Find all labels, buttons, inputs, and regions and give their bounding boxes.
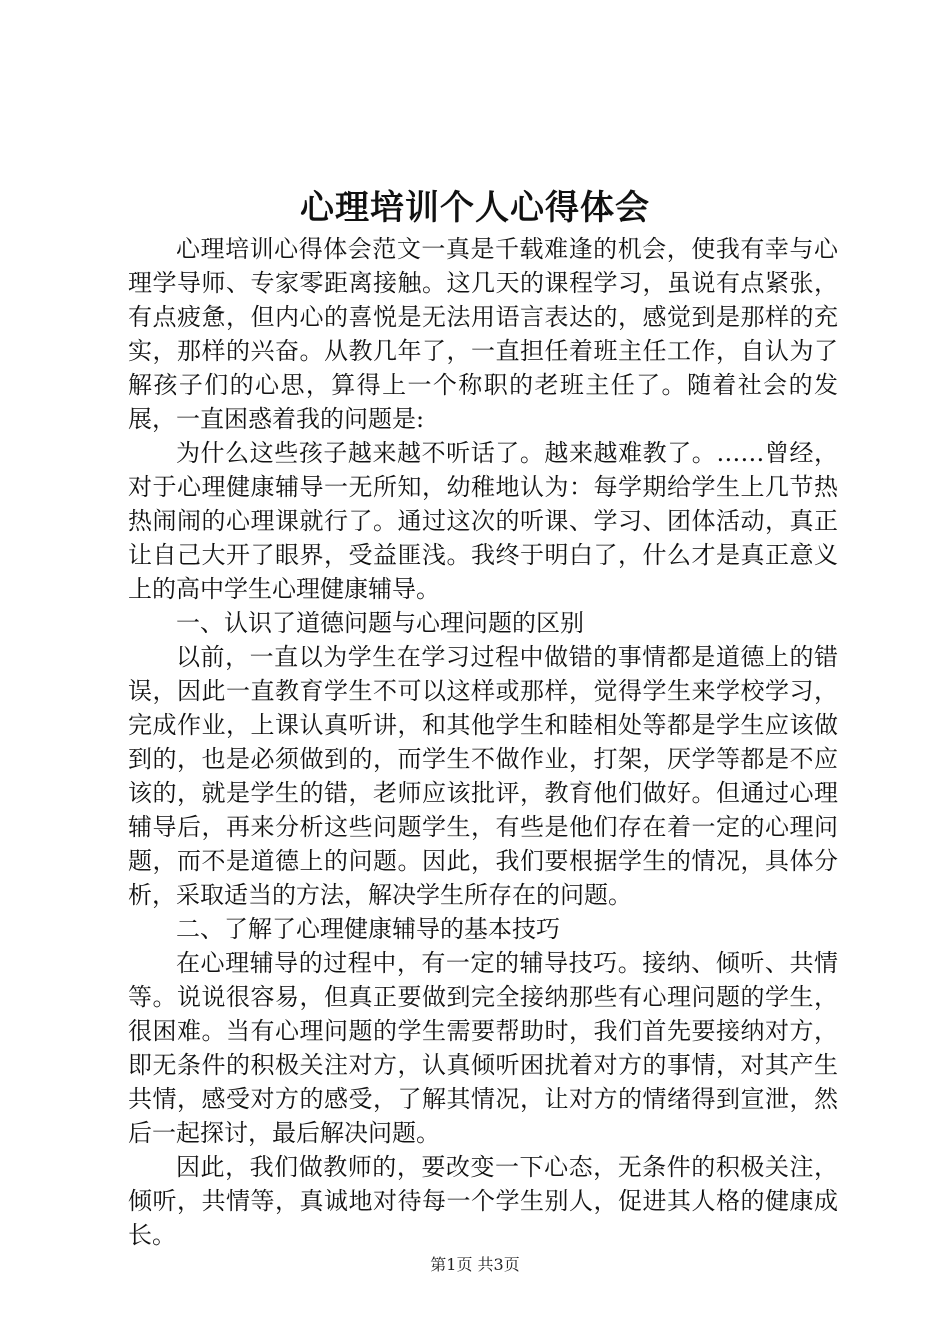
document-title: 心理培训个人心得体会 [300, 188, 650, 228]
paragraph-intro: 心理培训心得体会范文一真是千载难逢的机会，使我有幸与心理学导师、专家零距离接触。这几天的课程学习，虽说有点紧张，有点疲惫，但内心的喜悦是无法用语言表达的，感觉到是那样的充实，那样的兴奋。从教几年了，一直担任着班主任工作，自认为了解孩子们的心思，算得上一个称职的老班主任了。随着社会的发展，一直困惑着我的问题是: [128, 235, 838, 433]
paragraph-section-2: 在心理辅导的过程中，有一定的辅导技巧。接纳、倾听、共情等。说说很容易，但真正要做到完全接纳那些有心理问题的学生，很困难。当有心理问题的学生需要帮助时，我们首先要接纳对方，即无条件的积极关注对方，认真倾听困扰着对方的事情，对其产生共情，感受对方的感受，了解其情况，让对方的情绪得到宣泄，然后一起探讨，最后解决问题。 [128, 949, 838, 1147]
section-heading-2: 二、了解了心理健康辅导的基本技巧 [176, 915, 560, 943]
section-heading-1: 一、认识了道德问题与心理问题的区别 [176, 609, 584, 637]
document-body [128, 232, 838, 1252]
paragraph-section-1: 以前，一直以为学生在学习过程中做错的事情都是道德上的错误，因此一直教育学生不可以这样或那样，觉得学生来学校学习，完成作业，上课认真听讲，和其他学生和睦相处等都是学生应该做到的，也是必须做到的，而学生不做作业，打架，厌学等都是不应该的，就是学生的错，老师应该批评，教育他们做好。但通过心理辅导后，再来分析这些问题学生，有些是他们存在着一定的心理问题，而不是道德上的问题。因此，我们要根据学生的情况，具体分析，采取适当的方法，解决学生所存在的问题。 [128, 643, 838, 909]
page-number-footer: 第1页 共3页 [430, 1255, 520, 1274]
paragraph-question: 为什么这些孩子越来越不听话了。越来越难教了。……曾经，对于心理健康辅导一无所知，幼稚地认为：每学期给学生上几节热热闹闹的心理课就行了。通过这次的听课、学习、团体活动，真正让自己大开了眼界，受益匪浅。我终于明白了，什么才是真正意义上的高中学生心理健康辅导。 [128, 439, 838, 603]
paragraph-conclusion: 因此，我们做教师的，要改变一下心态，无条件的积极关注，倾听，共情等，真诚地对待每一个学生别人，促进其人格的健康成长。 [128, 1153, 838, 1249]
